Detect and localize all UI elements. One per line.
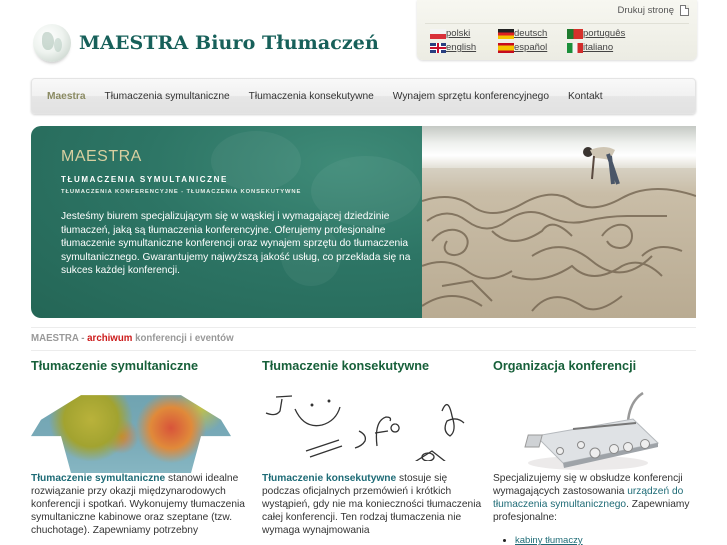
main-nav (31, 78, 696, 114)
print-page-link[interactable] (618, 5, 690, 16)
nav-item-maestra[interactable]: Maestra (47, 90, 86, 102)
hero-text-panel (31, 126, 422, 318)
column-body: . Zapewniamy profesjonalne: (493, 499, 690, 523)
interpreter-console-image (493, 373, 713, 455)
nav-item-simultaneous[interactable]: Tłumaczenia symultaniczne (104, 90, 230, 102)
lang-espanol[interactable] (498, 41, 567, 54)
hero-description: Jesteśmy biurem specjalizującym się w wąskiej i wymagającej dziedzinie tłumaczeń, jaką są tłumaczenia konferencyjne. Oferujemy profesjonalne tłumaczenie symultaniczne konferencji oraz wynajem sprzętu do tłumaczenia symultanicznego. Gwarantujemy najwyższą jakość usług, co przekłada się na sukces każdej konferencji. (61, 211, 411, 276)
lang-english[interactable] (430, 41, 498, 54)
divider (31, 350, 696, 351)
site-logo[interactable] (33, 24, 379, 62)
archive-prefix: MAESTRA - (31, 333, 88, 344)
lang-label: español (514, 42, 548, 53)
nav-item-contact[interactable]: Kontakt (568, 90, 603, 102)
site-title: MAESTRA Biuro Tłumaczeń (79, 32, 379, 54)
flag-italy-icon (567, 43, 583, 53)
column-text (262, 472, 487, 537)
notes-scribble (262, 391, 467, 461)
column-simultaneous (31, 359, 256, 537)
hero-title: MAESTRA (61, 148, 142, 165)
column-conference-organization (493, 359, 713, 545)
hands-world-map-image (31, 373, 256, 455)
column-body: Specjalizujemy się w obsłudze konferencji wymagających zastosowania (493, 473, 683, 497)
flag-uk-icon (430, 43, 446, 53)
archive-line (31, 333, 234, 344)
archive-suffix: konferencji i eventów (132, 333, 234, 344)
flag-portugal-icon (567, 29, 583, 39)
language-switcher (430, 27, 647, 54)
lang-polski[interactable] (430, 27, 498, 40)
globe-logo-icon (33, 24, 71, 62)
utility-box (417, 0, 697, 60)
lang-label: english (446, 42, 477, 53)
equipment-link[interactable]: urządzeń do tłumaczenia symultanicznego (493, 486, 684, 510)
flag-poland-icon (430, 29, 446, 39)
flag-spain-icon (498, 43, 514, 53)
sand-scribbles (422, 126, 696, 318)
divider (31, 327, 696, 328)
lang-label: italiano (583, 42, 614, 53)
lang-label: polski (446, 28, 471, 39)
flag-germany-icon (498, 29, 514, 39)
hero-banner (31, 126, 696, 318)
lang-label: deutsch (514, 28, 548, 39)
column-heading: Organizacja konferencji (493, 359, 637, 373)
beach-writing-photo (422, 126, 696, 318)
nav-item-equipment-rental[interactable]: Wynajem sprzętu konferencyjnego (392, 90, 549, 102)
handwritten-notes-image (262, 373, 487, 455)
page-icon (680, 5, 689, 16)
lang-deutsch[interactable] (498, 27, 567, 40)
service-item-booths[interactable]: • kabiny tłumaczy (515, 535, 713, 545)
hands-image (31, 391, 231, 473)
lang-label: português (583, 28, 626, 39)
hero-subtitle-secondary: TŁUMACZENIA KONFERENCYJNE - TŁUMACZENIA KONSEKUTYWNE (61, 189, 302, 195)
consecutive-link[interactable]: Tłumaczenie konsekutywne (262, 473, 397, 484)
divider (425, 23, 689, 24)
archive-link[interactable]: archiwum (87, 333, 133, 344)
lang-portugues[interactable] (567, 27, 647, 40)
column-text (493, 472, 713, 524)
column-body: stanowi idealne rozwiązanie przy okazji międzynarodowych konferencji i spotkań. Wykonujemy tłumaczenia symultaniczne kabinowe oraz szeptane (tzw. chuchotage). Zapewniamy potrzebny (31, 473, 245, 536)
simultaneous-link[interactable]: Tłumaczenie symultaniczne (31, 473, 166, 484)
nav-item-consecutive[interactable]: Tłumaczenia konsekutywne (248, 90, 374, 102)
column-heading: Tłumaczenie konsekutywne (262, 359, 430, 373)
hero-subtitle: TŁUMACZENIA SYMULTANICZNE (61, 175, 228, 184)
column-body: stosuje się podczas oficjalnych przemówień i krótkich wystąpień, gdy nie ma konieczności tłumaczenia całej konferencji. Ten rodzaj tłumaczenia nie wymaga wynajmowania (262, 473, 482, 536)
column-consecutive (262, 359, 487, 537)
column-heading: Tłumaczenie symultaniczne (31, 359, 199, 373)
column-text (31, 472, 256, 537)
services-list (515, 535, 713, 545)
lang-italiano[interactable] (567, 41, 647, 54)
print-label: Drukuj stronę (617, 5, 674, 16)
console-device (518, 391, 678, 471)
